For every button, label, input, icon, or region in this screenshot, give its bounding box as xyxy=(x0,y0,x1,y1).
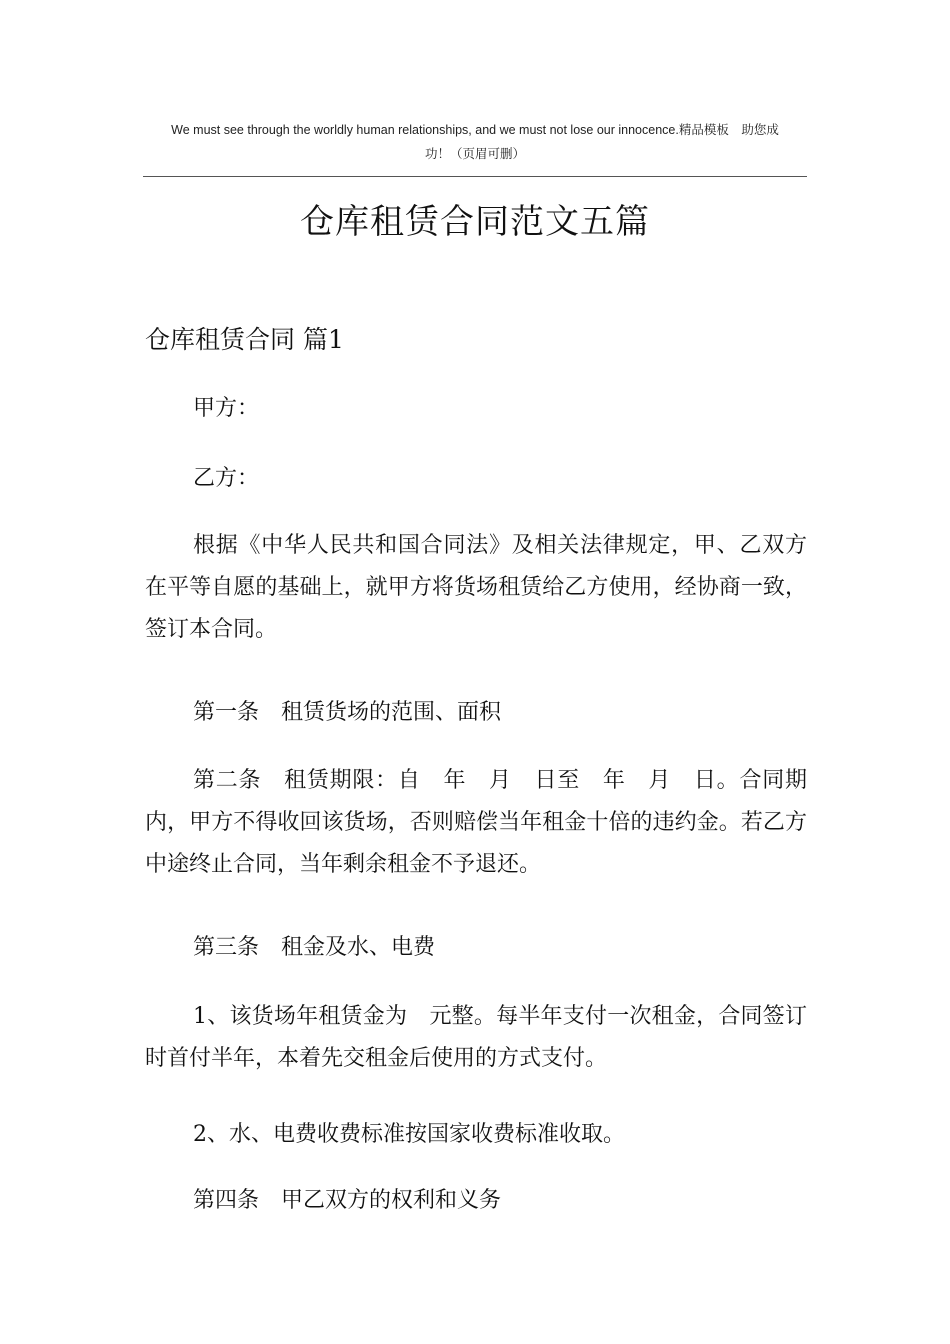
header-line-1: We must see through the worldly human relationships, and we must not lose our innocence.精品模板 助您成 xyxy=(171,123,779,137)
section-heading: 仓库租赁合同 篇1 xyxy=(145,325,344,354)
paragraph-article-2: 第二条 租赁期限：自 年 月 日至 年 月 日。合同期内，甲方不得收回该货场，否则赔偿当年租金十倍的违约金。若乙方中途终止合同，当年剩余租金不予退还。 xyxy=(145,768,807,877)
paragraph-rent-amount: 1、该货场年租赁金为 元整。每半年支付一次租金，合同签订时首付半年，本着先交租金后使用的方式支付。 xyxy=(145,1004,807,1071)
paragraph-party-a: 甲方： xyxy=(193,396,260,421)
paragraph-utility-fees: 2、水、电费收费标准按国家收费标准收取。 xyxy=(193,1122,625,1147)
header-divider xyxy=(143,176,807,177)
paragraph-article-3: 第三条 租金及水、电费 xyxy=(193,935,436,960)
header-line-2: 功！（页眉可删） xyxy=(424,147,525,161)
paragraph-article-1: 第一条 租赁货场的范围、面积 xyxy=(193,700,502,725)
paragraph-party-b: 乙方： xyxy=(193,466,260,491)
paragraph-preamble: 根据《中华人民共和国合同法》及相关法律规定，甲、乙双方在平等自愿的基础上，就甲方将货场租赁给乙方使用，经协商一致，签订本合同。 xyxy=(145,533,807,642)
document-title: 仓库租赁合同范文五篇 xyxy=(300,202,650,242)
page-header xyxy=(143,118,807,166)
paragraph-article-4: 第四条 甲乙双方的权利和义务 xyxy=(193,1188,502,1213)
